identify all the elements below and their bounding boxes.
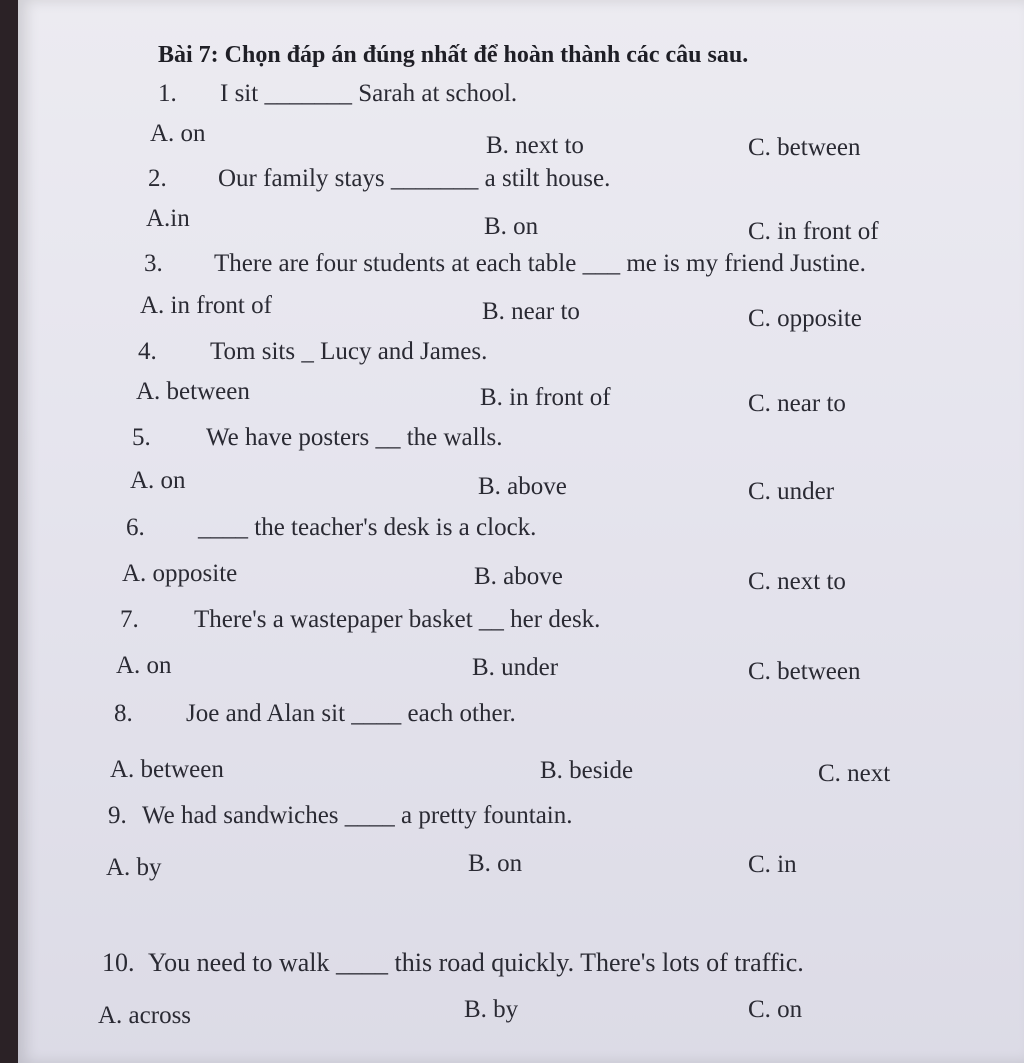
question-8: 8. Joe and Alan sit ____ each other.	[114, 700, 516, 727]
question-5: 5. We have posters __ the walls.	[132, 424, 503, 451]
option-7b: B. under	[472, 654, 559, 681]
option-6c: C. next to	[748, 568, 846, 595]
question-10: 10. You need to walk ____ this road quickly. There's lots of traffic.	[102, 948, 804, 977]
question-2: 2. Our family stays _______ a stilt house.	[148, 165, 611, 192]
exercise-title: Bài 7: Chọn đáp án đúng nhất để hoàn thành các câu sau.	[158, 42, 749, 68]
option-8a: A. between	[110, 756, 224, 783]
option-3a: A. in front of	[140, 292, 272, 319]
question-4: 4. Tom sits _ Lucy and James.	[138, 338, 488, 365]
option-8c: C. next	[818, 760, 891, 787]
worksheet-page	[18, 0, 1024, 1063]
option-5a: A. on	[130, 467, 186, 494]
option-1a: A. on	[150, 120, 206, 147]
question-3: 3. There are four students at each table ___ me is my friend Justine.	[144, 250, 866, 277]
option-10c: C. on	[748, 996, 803, 1023]
option-10b: B. by	[464, 996, 519, 1023]
question-7: 7. There's a wastepaper basket __ her desk.	[120, 606, 601, 633]
option-5b: B. above	[478, 473, 567, 500]
question-6: 6. ____ the teacher's desk is a clock.	[126, 514, 537, 541]
option-4c: C. near to	[748, 390, 846, 417]
option-3c: C. opposite	[748, 305, 862, 332]
option-2b: B. on	[484, 213, 539, 240]
option-3b: B. near to	[482, 298, 580, 325]
question-9: 9. We had sandwiches ____ a pretty fountain.	[108, 802, 573, 829]
option-9a: A. by	[106, 854, 162, 881]
option-4a: A. between	[136, 378, 250, 405]
option-5c: C. under	[748, 478, 835, 505]
option-2a: A.in	[146, 205, 190, 232]
option-7a: A. on	[116, 652, 172, 679]
option-1b: B. next to	[486, 132, 584, 159]
option-1c: C. between	[748, 134, 861, 161]
option-7c: C. between	[748, 658, 861, 685]
option-8b: B. beside	[540, 757, 634, 784]
option-6a: A. opposite	[122, 560, 238, 587]
option-6b: B. above	[474, 563, 563, 590]
option-10a: A. across	[98, 1002, 192, 1029]
question-1: 1. I sit _______ Sarah at school.	[158, 80, 518, 107]
option-2c: C. in front of	[748, 218, 879, 245]
option-9c: C. in	[748, 851, 797, 878]
option-4b: B. in front of	[480, 384, 611, 411]
option-9b: B. on	[468, 850, 523, 877]
